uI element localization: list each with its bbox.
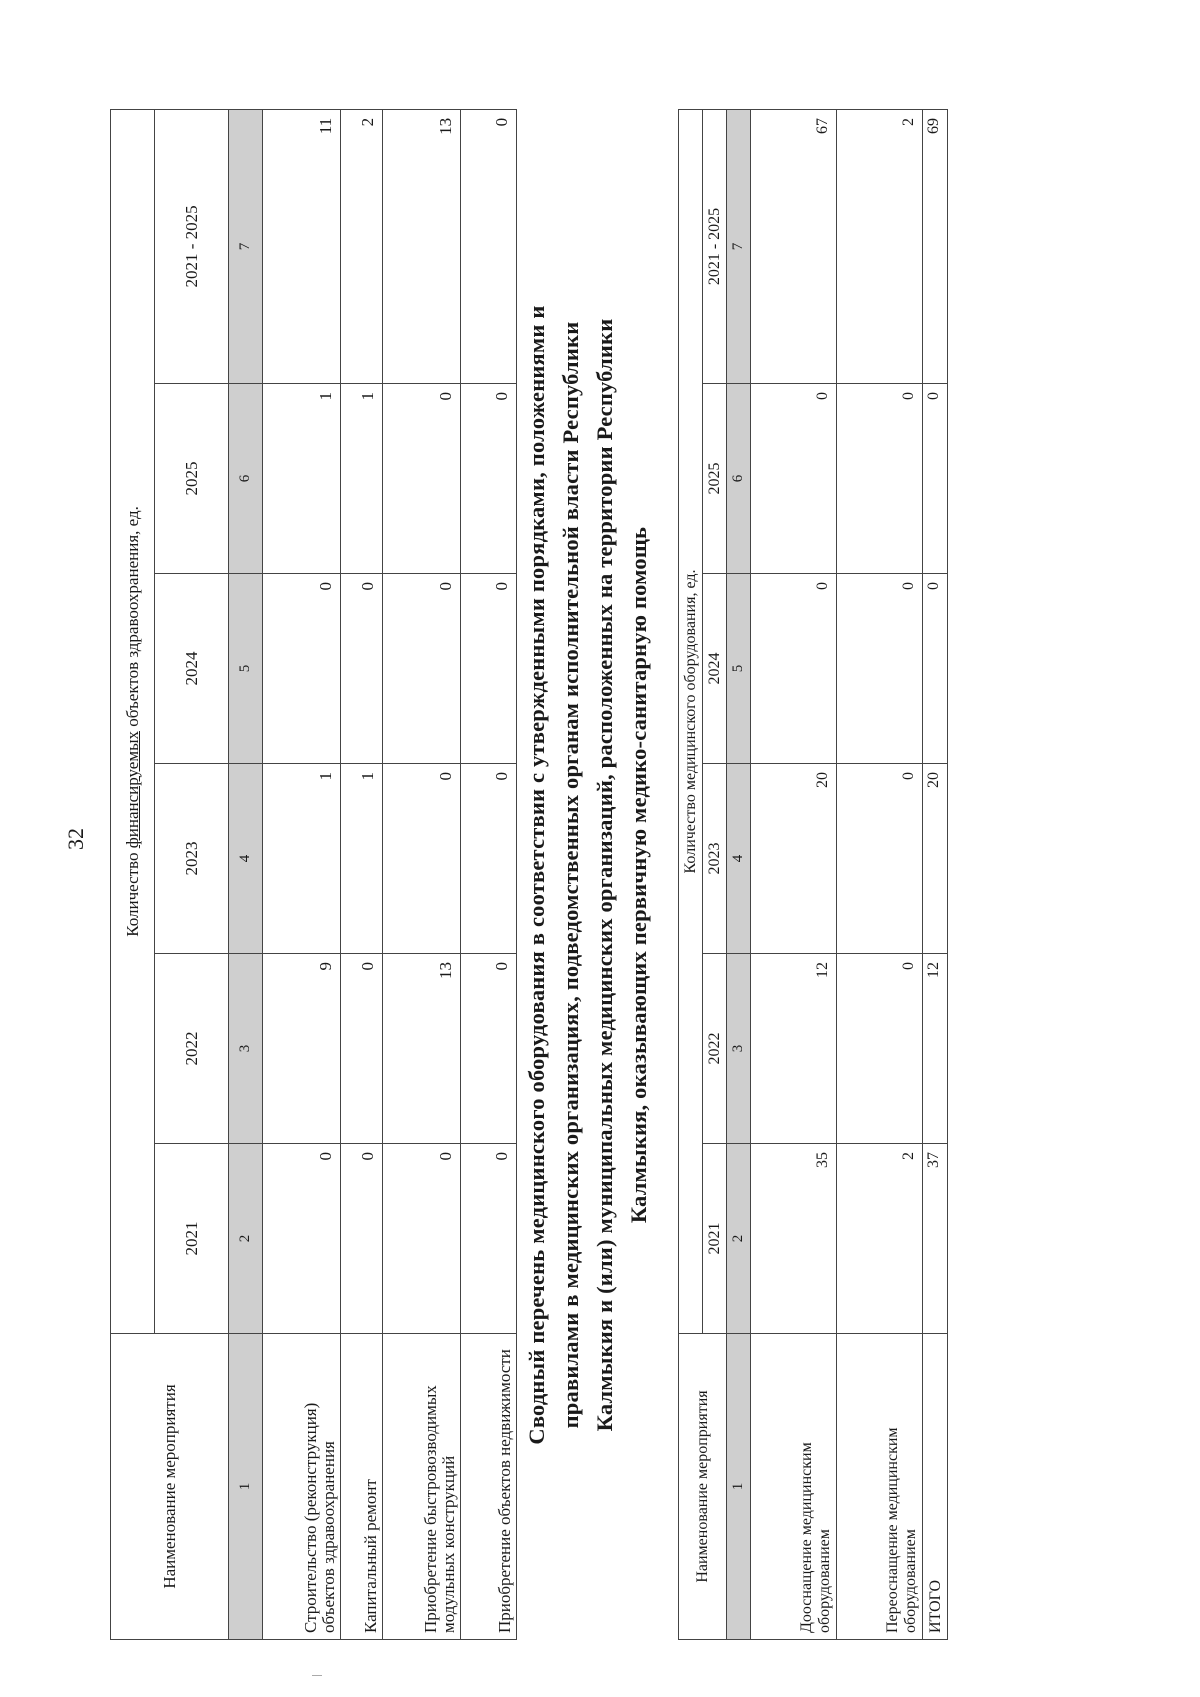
total-value: 37	[923, 1144, 948, 1334]
value-cell: 0	[461, 384, 517, 574]
value-cell: 0	[837, 384, 923, 574]
value-cell: 0	[751, 384, 837, 574]
value-cell: 1	[263, 764, 341, 954]
total-row	[923, 109, 948, 1639]
value-cell: 0	[383, 384, 461, 574]
group-header-underlined: финансируемых	[122, 730, 142, 849]
year-header: 2022	[703, 954, 727, 1144]
row-label: Капитальный ремонт	[341, 1334, 383, 1640]
year-header: 2024	[155, 574, 229, 764]
index-cell: 7	[229, 109, 263, 383]
value-cell: 0	[263, 1144, 341, 1334]
value-cell: 0	[837, 764, 923, 954]
year-header: 2022	[155, 954, 229, 1144]
index-row	[727, 109, 751, 1639]
table-row	[837, 109, 923, 1639]
index-cell: 6	[727, 384, 751, 574]
value-cell: 1	[341, 384, 383, 574]
table-financed-objects-block	[110, 110, 517, 1640]
index-cell: 1	[229, 1334, 263, 1640]
value-cell: 0	[383, 1144, 461, 1334]
scan-mark	[312, 1675, 322, 1676]
value-cell: 13	[383, 109, 461, 383]
value-cell: 20	[751, 764, 837, 954]
group-header-prefix: Количество	[122, 848, 142, 937]
table-row	[383, 109, 461, 1639]
index-cell: 3	[229, 954, 263, 1144]
value-cell: 11	[263, 109, 341, 383]
row-label: Приобретение быстровозводимых модульных конструкций	[383, 1334, 461, 1640]
year-header: 2024	[703, 574, 727, 764]
value-cell: 0	[461, 109, 517, 383]
index-cell: 3	[727, 954, 751, 1144]
heading-line: Калмыкия и (или) муниципальных медицинских организаций, расположенных на территории Республики	[592, 318, 617, 1432]
column-header-name: Наименование мероприятия	[111, 1334, 229, 1640]
total-value: 69	[923, 109, 948, 383]
table-medical-equipment-block	[678, 110, 948, 1640]
total-value: 0	[923, 384, 948, 574]
value-cell: 0	[341, 1144, 383, 1334]
index-cell: 2	[229, 1144, 263, 1334]
value-cell: 0	[751, 574, 837, 764]
group-header-suffix: объектов здравоохранения, ед.	[122, 506, 142, 731]
index-cell: 5	[229, 574, 263, 764]
table-row	[751, 109, 837, 1639]
value-cell: 0	[383, 574, 461, 764]
index-cell: 7	[727, 109, 751, 383]
value-cell: 0	[341, 954, 383, 1144]
value-cell: 2	[341, 109, 383, 383]
value-cell: 0	[461, 574, 517, 764]
index-cell: 1	[727, 1334, 751, 1640]
value-cell: 0	[383, 764, 461, 954]
table-financed-objects	[110, 109, 517, 1640]
year-header: 2025	[703, 384, 727, 574]
row-label: Приобретение объектов недвижимости	[461, 1334, 517, 1640]
group-header	[111, 109, 155, 1333]
value-cell: 35	[751, 1144, 837, 1334]
value-cell: 12	[751, 954, 837, 1144]
value-cell: 9	[263, 954, 341, 1144]
total-value: 0	[923, 574, 948, 764]
heading-line: Сводный перечень медицинского оборудования в соответствии с утвержденными порядками, положениями и	[524, 305, 549, 1445]
index-cell: 4	[229, 764, 263, 954]
index-row	[229, 109, 263, 1639]
year-header: 2021	[703, 1144, 727, 1334]
table-medical-equipment	[678, 109, 948, 1640]
year-header: 2021	[155, 1144, 229, 1334]
column-header-name: Наименование мероприятия	[679, 1334, 727, 1640]
row-label: Строительство (реконструкция) объектов здравоохранения	[263, 1334, 341, 1640]
group-header: Количество медицинского оборудования, ед.	[679, 109, 703, 1333]
value-cell: 0	[341, 574, 383, 764]
equipment-list-heading	[520, 110, 656, 1640]
index-cell: 4	[727, 764, 751, 954]
value-cell: 0	[837, 954, 923, 1144]
index-cell: 2	[727, 1144, 751, 1334]
value-cell: 0	[461, 1144, 517, 1334]
value-cell: 13	[383, 954, 461, 1144]
value-cell: 2	[837, 1144, 923, 1334]
table-row	[341, 109, 383, 1639]
year-header: 2023	[155, 764, 229, 954]
heading-line: Калмыкия, оказывающих первичную медико-санитарную помощь	[626, 526, 651, 1224]
value-cell: 0	[263, 574, 341, 764]
year-header: 2021 - 2025	[155, 109, 229, 383]
table-row	[461, 109, 517, 1639]
rotated-page-content	[110, 110, 1040, 1640]
table-row	[263, 109, 341, 1639]
row-label: Дооснащение медицинским оборудованием	[751, 1334, 837, 1640]
row-label: Переоснащение медицинским оборудованием	[837, 1334, 923, 1640]
year-header: 2025	[155, 384, 229, 574]
value-cell: 1	[341, 764, 383, 954]
year-header: 2021 - 2025	[703, 109, 727, 383]
page-number: 32	[63, 828, 88, 850]
total-label: ИТОГО	[923, 1334, 948, 1640]
heading-line: правилами в медицинских организациях, подведомственных органам исполнительной власти Республики	[558, 321, 583, 1429]
index-cell: 6	[229, 384, 263, 574]
year-header: 2023	[703, 764, 727, 954]
total-value: 12	[923, 954, 948, 1144]
total-value: 20	[923, 764, 948, 954]
index-cell: 5	[727, 574, 751, 764]
value-cell: 0	[461, 954, 517, 1144]
value-cell: 67	[751, 109, 837, 383]
value-cell: 2	[837, 109, 923, 383]
value-cell: 0	[837, 574, 923, 764]
value-cell: 1	[263, 384, 341, 574]
value-cell: 0	[461, 764, 517, 954]
